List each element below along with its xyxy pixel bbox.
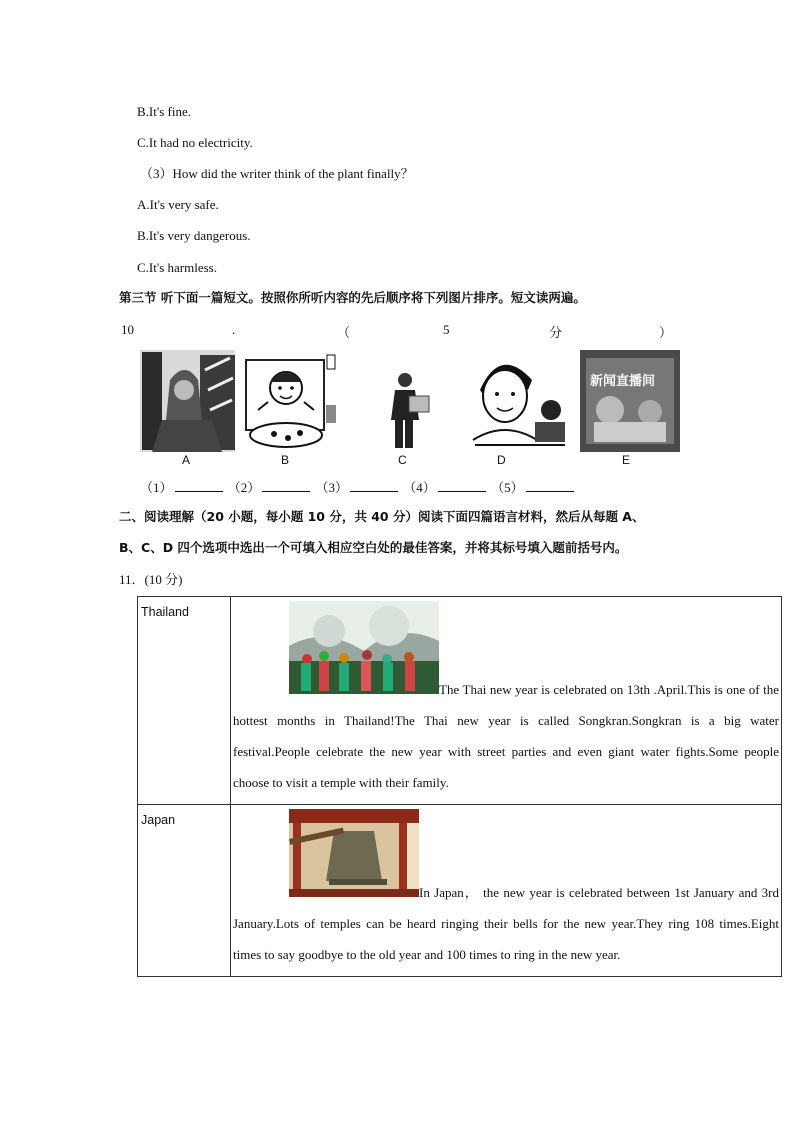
new-year-table [137, 596, 782, 977]
q10-dot: . [232, 322, 236, 337]
blank-1[interactable] [175, 479, 223, 492]
q9-option-b: B.It's fine. [137, 104, 191, 119]
blank-1-label: （1） [140, 480, 173, 495]
table-row [138, 805, 782, 977]
country-japan: Japan [138, 805, 231, 977]
blank-3-label: （3） [315, 480, 349, 495]
q10-number: 10 [121, 322, 134, 337]
part2-heading-line2: B、C、D 四个选项中选出一个可填入相应空白处的最佳答案，并将其标号填入题前括号内。 [119, 540, 628, 555]
picture-c-label: C [398, 453, 407, 467]
picture-d [465, 350, 570, 452]
picture-a [140, 350, 235, 452]
q10-rparen: ） [659, 325, 673, 340]
blank-2[interactable] [262, 479, 310, 492]
picture-d-label: D [497, 453, 506, 467]
country-thailand: Thailand [138, 597, 231, 805]
q10-score-unit: 分 [549, 325, 563, 340]
blank-4-label: （4） [403, 480, 436, 495]
japan-text: In Japan， the new year is celebrated between 1st January and 3rd January.Lots of temples can be heard ringing their bells for the new year.They ring 108 times.Eight times to say goodbye to the old year and 100 times to ring in the new year. [233, 885, 779, 962]
q9-3-option-c: C.It's harmless. [137, 260, 217, 275]
q9-option-c: C.It had no electricity. [137, 135, 253, 150]
picture-e [580, 350, 680, 452]
picture-e-label: E [622, 453, 631, 467]
q9-3-option-b: B.It's very dangerous. [137, 228, 251, 243]
picture-a-label: A [182, 453, 191, 467]
table-row [138, 597, 782, 805]
blank-5-label: （5） [491, 480, 524, 495]
thailand-text: The Thai new year is celebrated on 13th .April.This is one of the hottest months in Thailand!The Thai new year is called Songkran.Songkran is a big water festival.People celebrate the new year with street parties and even giant water fights.Some people choose to visit a temple with their family. [233, 682, 779, 790]
japan-photo [289, 809, 419, 908]
q9-3-question: （3）How did the writer think of the plant finally？ [140, 166, 414, 181]
thailand-photo [289, 601, 439, 705]
picture-b [244, 350, 339, 452]
q9-3-option-a: A.It's very safe. [137, 197, 219, 212]
thailand-cell [231, 597, 782, 805]
picture-e-caption: 新闻直播间 [590, 374, 656, 389]
q11-number: 11．(10 分) [119, 572, 183, 587]
part2-heading-line1: 二、阅读理解（20 小题，每小题 10 分，共 40 分）阅读下面四篇语言材料，然后从每题 A、 [119, 509, 645, 524]
blank-3[interactable] [350, 479, 398, 492]
section3-heading: 第三节 听下面一篇短文。按照你所听内容的先后顺序将下列图片排序。短文读两遍。 [119, 290, 586, 305]
blank-4[interactable] [438, 479, 486, 492]
q10-lparen: （ [337, 325, 351, 340]
blank-2-label: （2） [227, 480, 261, 495]
blank-5[interactable] [526, 479, 574, 492]
order-blanks [140, 479, 576, 496]
japan-cell [231, 805, 782, 977]
picture-b-label: B [281, 453, 290, 467]
q10-score: 5 [443, 322, 450, 337]
picture-c [383, 350, 431, 452]
